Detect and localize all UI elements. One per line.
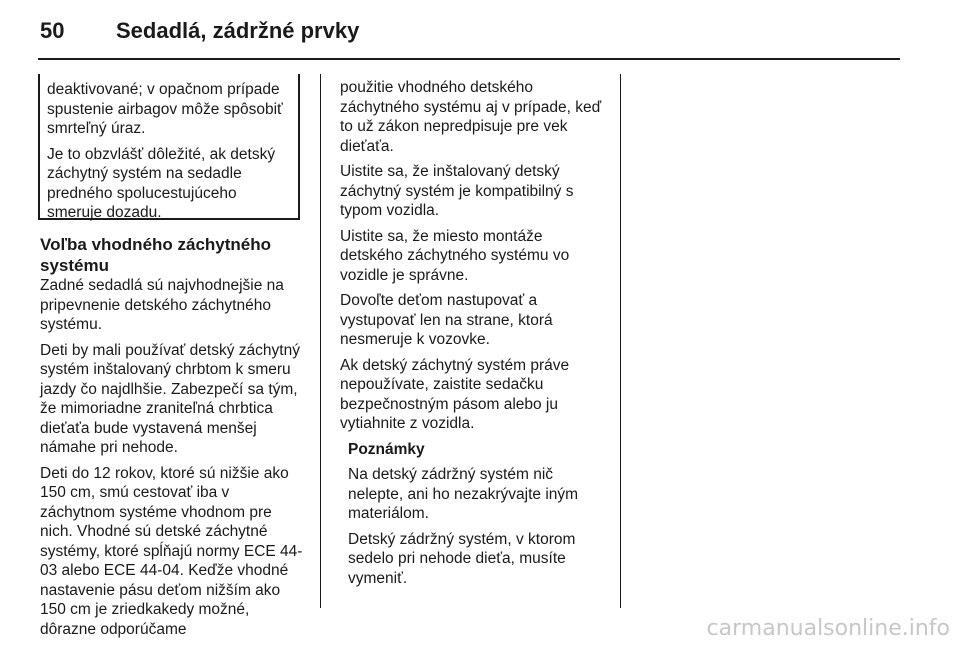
column-divider: [620, 74, 621, 608]
left-column-text: [40, 276, 305, 645]
paragraph: Zadné sedadlá sú najvhodnejšie na pripevnenie detského záchytného systému.: [40, 277, 284, 333]
note-title: Poznámky: [348, 440, 425, 458]
paragraph: Uistite sa, že miesto montáže detského záchytného systému vo vozidle je správne.: [340, 227, 570, 284]
page-title: Sedadlá, zádržné prvky: [116, 18, 360, 43]
watermark: carmanualsonline.info: [706, 616, 950, 641]
warning-paragraph: Je to obzvlášť dôležité, ak detský záchytný systém na sedadle predného spolucestujúceho smeruje dozadu.: [47, 145, 276, 221]
paragraph: Dovoľte deťom nastupovať a vystupovať len na strane, ktorá nesmeruje k vozovke.: [340, 292, 553, 348]
column-divider: [320, 74, 321, 608]
paragraph: použitie vhodného detského záchytného systému aj v prípade, keď to už zákon nepredpisuje pre vek dieťaťa.: [340, 79, 602, 155]
note-paragraph: Na detský zádržný systém nič nelepte, ani ho nezakrývajte iným materiálom.: [348, 466, 579, 522]
warning-box: [38, 74, 300, 220]
note-block: [348, 440, 606, 589]
note-paragraph: Detský zádržný systém, v ktorom sedelo pri nehode dieťa, musíte vymeniť.: [348, 530, 576, 587]
header-rule: [38, 58, 900, 60]
paragraph: Uistite sa, že inštalovaný detský záchytný systém je kompatibilný s typom vozidla.: [340, 163, 574, 219]
paragraph: Deti by mali používať detský záchytný systém inštalovaný chrbtom k smeru jazdy čo najdlhšie. Zabezpečí sa tým, že mimoriadne zraniteľná chrbtica dieťaťa bude vystavená menšej námahe pri nehode.: [40, 341, 300, 456]
paragraph: Deti do 12 rokov, ktoré sú nižšie ako 150 cm, smú cestovať iba v záchytnom systéme vhodnom pre nich. Vhodné sú detské záchytné systémy, ktoré spĺňajú normy ECE 44-03 alebo ECE 44-04. Keďže vhodné nastavenie pásu deťom nižším ako 150 cm je zriedkakedy možné, dôrazne odporúčame: [40, 464, 303, 638]
paragraph: Ak detský záchytný systém práve nepoužívate, zaistite sedačku bezpečnostným pásom alebo ju vytiahnite z vozidla.: [340, 356, 570, 432]
warning-paragraph: deaktivované; v opačnom prípade spustenie airbagov môže spôsobiť smrteľný úraz.: [47, 81, 283, 137]
middle-column-text: [340, 78, 606, 594]
section-heading: Voľba vhodného záchytného systému: [40, 235, 272, 275]
page-number: 50: [40, 18, 65, 43]
